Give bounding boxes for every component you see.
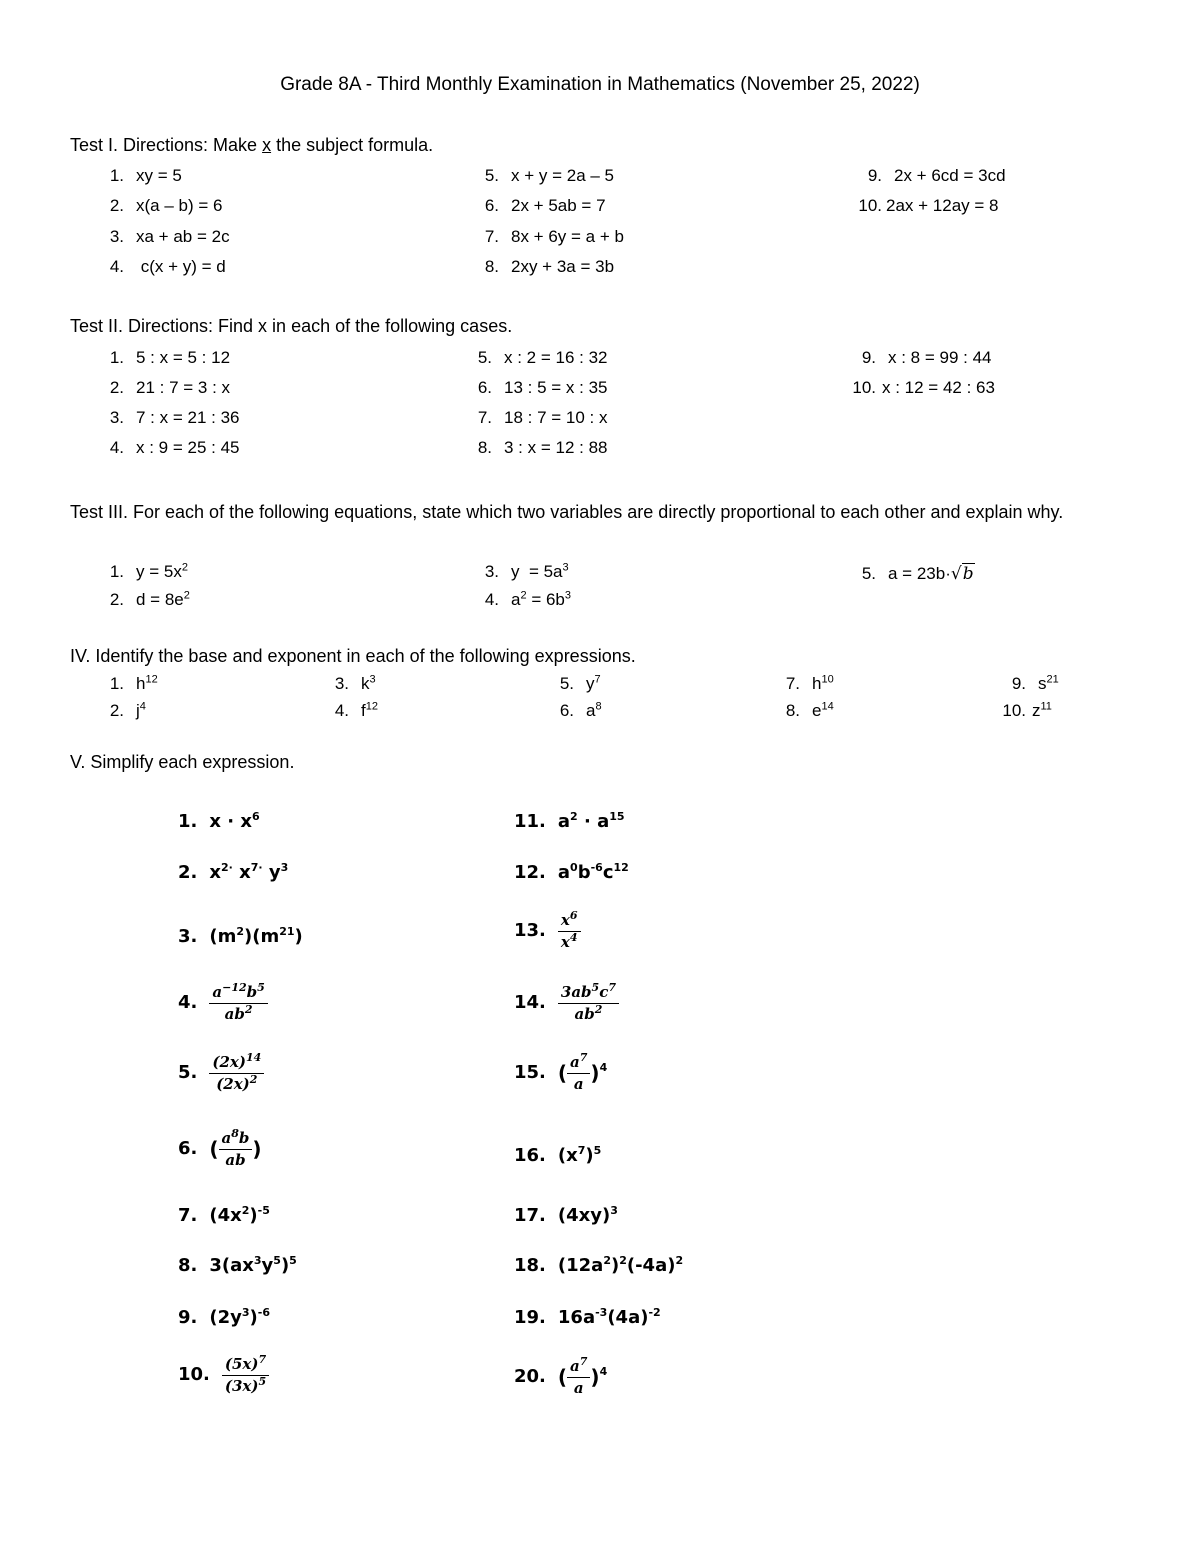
test4-heading: IV. Identify the base and exponent in each of the following expressions.: [70, 646, 636, 666]
test4-item: 2. $j^4$: [109, 700, 146, 720]
test3-item: 1. $y = 5x^2$: [109, 561, 188, 581]
test1-item: 10. 2ax + 12ay = 8: [858, 196, 999, 215]
simplify-item: 8. $3(ax^3y^5)^5$: [178, 1254, 297, 1276]
test3-item: 4. $a^2 = 6b^3$: [484, 589, 572, 609]
test1-heading-pre: Test I. Directions: Make: [70, 135, 263, 155]
test2-item: 7. 18 : 7 = 10 : x: [477, 408, 608, 427]
simplify-item: 14. $\frac{3ab^5c^7}{ab^2}$: [514, 984, 619, 1022]
test1-item: 8. 2xy + 3a = 3b: [484, 257, 615, 276]
test2-item: 6. 13 : 5 = x : 35: [477, 378, 608, 397]
test1-heading-post: the subject formula.: [271, 135, 434, 155]
test1-item: 9. 2x + 6cd = 3cd: [867, 166, 1006, 185]
simplify-item: 6. ( $\frac{a^8b}{ab}$ ): [178, 1127, 262, 1169]
fraction: $\frac{(2x)^{14}}{(2x)^2}$: [209, 1054, 264, 1092]
simplify-item: 17. $(4xy)^3$: [514, 1204, 618, 1226]
test4-item: 6. $a^8$: [559, 700, 602, 720]
simplify-item: 1. $x \cdot x^6$: [178, 810, 260, 832]
test3-item: 3. $y = 5a^3$: [484, 561, 569, 581]
test3-heading: Test III. For each of the following equations, state which two variables are directly proportional to each other and explain why.: [70, 502, 1064, 522]
simplify-item: 7. $(4x^2)^{-5}$: [178, 1204, 270, 1226]
fraction: $\frac{a^7}{a}$: [567, 1358, 590, 1396]
simplify-item: 19. $16a^{-3}(4a)^{-2}$: [514, 1306, 661, 1328]
simplify-item: 20. ( $\frac{a^7}{a}$ )$^4$: [514, 1355, 608, 1397]
fraction: $\frac{a^8b}{ab}$: [219, 1130, 253, 1168]
simplify-item: 13. $\frac{x^6}{x^4}$: [514, 912, 581, 950]
test2-item: 10. x : 12 = 42 : 63: [852, 378, 995, 397]
fraction: $\frac{x^6}{x^4}$: [558, 912, 581, 950]
test1-item: 4. c(x + y) = d: [109, 257, 226, 276]
test2-item: 9. x : 8 = 99 : 44: [861, 348, 992, 367]
simplify-item: 11. $a^2 \cdot a^{15}$: [514, 810, 625, 832]
test3-item: 2. $d = 8e^2$: [109, 589, 190, 609]
test1-item: 5. x + y = 2a – 5: [484, 166, 615, 185]
simplify-item: 10. $\frac{(5x)^7}{(3x)^5}$: [178, 1356, 269, 1394]
simplify-item: 15. ( $\frac{a^7}{a}$ )$^4$: [514, 1051, 608, 1093]
test4-item: 4. $f^{12}$: [334, 700, 378, 720]
test4-item: 5. $y^7$: [559, 673, 601, 693]
test4-item: 1. $h^{12}$: [109, 673, 158, 693]
fraction: $\frac{3ab^5c^7}{ab^2}$: [558, 984, 619, 1022]
test1-item: 7. 8x + 6y = a + b: [484, 227, 624, 246]
test2-item: 8. 3 : x = 12 : 88: [477, 438, 608, 457]
simplify-item: 12. $a^0b^{-6}c^{12}$: [514, 861, 629, 883]
test4-item: 8. $e^{14}$: [785, 700, 834, 720]
simplify-item: 18. $(12a^2)^2(-4a)^2$: [514, 1254, 684, 1276]
fraction: $\frac{a^7}{a}$: [567, 1054, 590, 1092]
test4-item: 7. $h^{10}$: [785, 673, 834, 693]
test2-item: 4. x : 9 = 25 : 45: [109, 438, 240, 457]
simplify-item: 9. $(2y^3)^{-6}$: [178, 1306, 270, 1328]
test2-heading: Test II. Directions: Find x in each of the following cases.: [70, 316, 513, 336]
simplify-item: 3. $(m^2)(m^{21})$: [178, 925, 303, 947]
page-title: Grade 8A - Third Monthly Examination in Mathematics (November 25, 2022): [280, 74, 920, 95]
simplify-item: 4. $\frac{a^{-12}b^5}{ab^2}$: [178, 984, 268, 1022]
square-root: √b: [950, 564, 974, 584]
test2-item: 3. 7 : x = 21 : 36: [109, 408, 240, 427]
simplify-item: 5. $\frac{(2x)^{14}}{(2x)^2}$: [178, 1054, 264, 1092]
test1-item: 1. xy = 5: [109, 166, 182, 185]
test4-item: 10. $z^{11}$: [1002, 700, 1052, 720]
simplify-item: 16. $(x^7)^5$: [514, 1144, 602, 1166]
test1-item: 2. x(a – b) = 6: [109, 196, 223, 215]
fraction: $\frac{a^{-12}b^5}{ab^2}$: [209, 984, 267, 1022]
test1-heading-var: x: [262, 135, 272, 155]
test4-item: 9. $s^{21}$: [1011, 673, 1059, 693]
simplify-item: 2. $x^{2\cdot}$ $x^{7\cdot}$ $y^3$: [178, 861, 289, 883]
test2-item: 5. x : 2 = 16 : 32: [477, 348, 608, 367]
test2-item: 1. 5 : x = 5 : 12: [109, 348, 231, 367]
fraction: $\frac{(5x)^7}{(3x)^5}$: [222, 1356, 269, 1394]
test1-heading: [70, 135, 433, 156]
test5-heading: V. Simplify each expression.: [70, 752, 295, 772]
test2-item: 2. 21 : 7 = 3 : x: [109, 378, 231, 397]
test4-item: 3. $k^3$: [334, 673, 376, 693]
test1-item: 3. xa + ab = 2c: [109, 227, 230, 246]
test3-item: 5. a = 23b·√b: [861, 564, 974, 584]
test1-item: 6. 2x + 5ab = 7: [484, 196, 606, 215]
